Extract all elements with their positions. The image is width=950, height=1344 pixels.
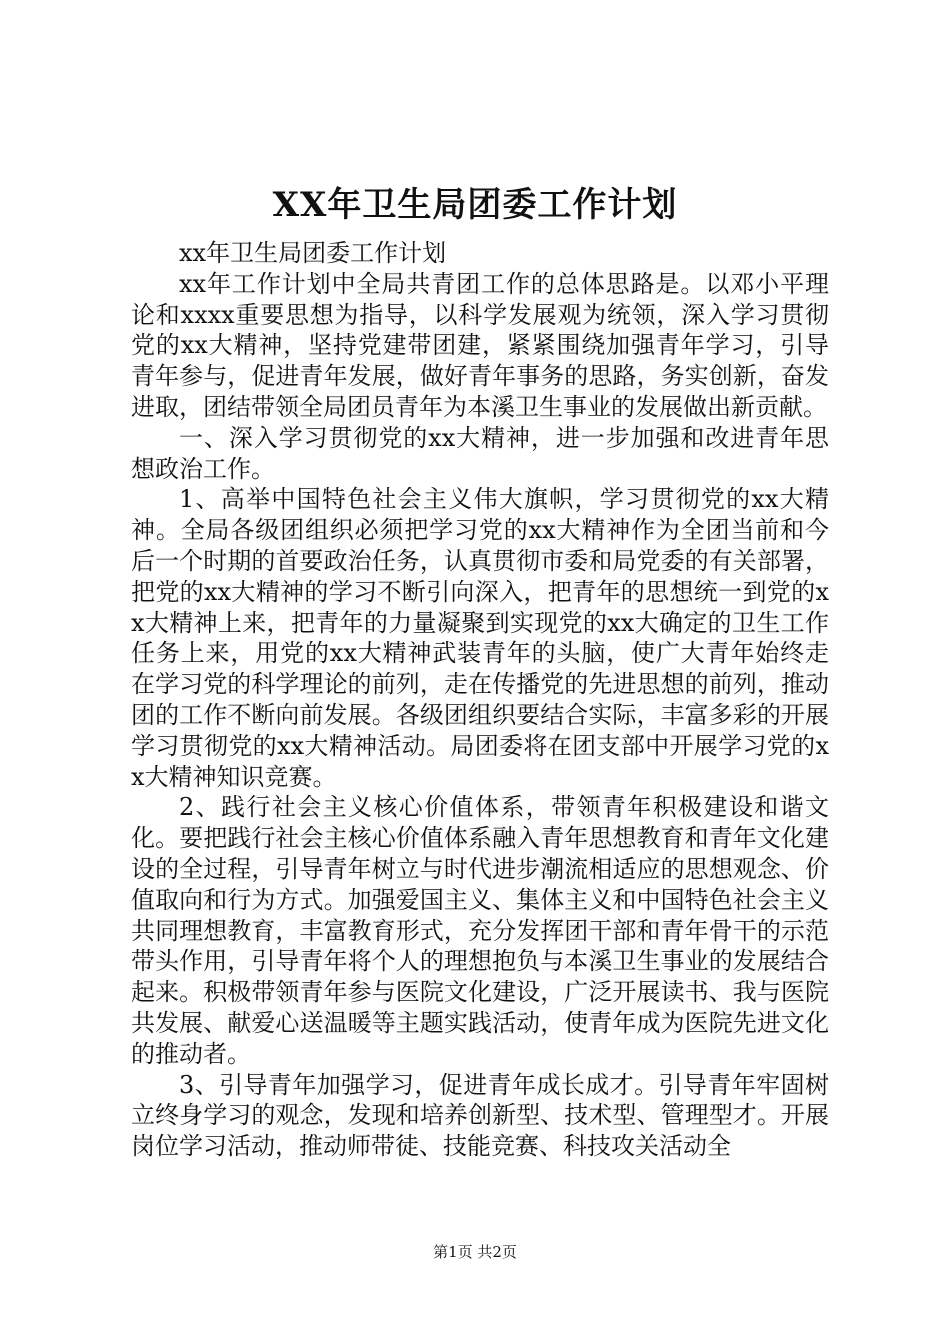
document-body	[131, 238, 829, 1162]
paragraph: xx年卫生局团委工作计划	[179, 239, 447, 267]
paragraph: 2、践行社会主义核心价值体系，带领青年积极建设和谐文化。要把践行社会主核心价值体系融入青年思想教育和青年文化建设的全过程，引导青年树立与时代进步潮流相适应的思想观念、价值取向和行为方式。加强爱国主义、集体主义和中国特色社会主义共同理想教育，丰富教育形式，充分发挥团干部和青年骨干的示范带头作用，引导青年将个人的理想抱负与本溪卫生事业的发展结合起来。积极带领青年参与医院文化建设，广泛开展读书、我与医院共发展、献爱心送温暖等主题实践活动，使青年成为医院先进文化的推动者。	[131, 793, 829, 1068]
page-footer: 第1页 共2页	[433, 1243, 517, 1261]
paragraph: xx年工作计划中全局共青团工作的总体思路是。以邓小平理论和xxxx重要思想为指导，以科学发展观为统领，深入学习贯彻党的xx大精神，坚持党建带团建，紧紧围绕加强青年学习，引导青年参与，促进青年发展，做好青年事务的思路，务实创新，奋发进取，团结带领全局团员青年为本溪卫生事业的发展做出新贡献。	[131, 269, 829, 421]
paragraph: 3、引导青年加强学习，促进青年成长成才。引导青年牢固树立终身学习的观念，发现和培养创新型、技术型、管理型才。开展岗位学习活动，推动师带徒、技能竞赛、科技攻关活动全	[131, 1070, 829, 1161]
document-title: XX年卫生局团委工作计划	[272, 185, 678, 225]
paragraph: 1、高举中国特色社会主义伟大旗帜，学习贯彻党的xx大精神。全局各级团组织必须把学习党的xx大精神作为全团当前和今后一个时期的首要政治任务，认真贯彻市委和局党委的有关部署，把党的xx大精神的学习不断引向深入，把青年的思想统一到党的xx大精神上来，把青年的力量凝聚到实现党的xx大确定的卫生工作任务上来，用党的xx大精神武装青年的头脑，使广大青年始终走在学习党的科学理论的前列，走在传播党的先进思想的前列，推动团的工作不断向前发展。各级团组织要结合实际，丰富多彩的开展学习贯彻党的xx大精神活动。局团委将在团支部中开展学习党的xx大精神知识竞赛。	[131, 485, 829, 791]
section-heading: 一、深入学习贯彻党的xx大精神，进一步加强和改进青年思想政治工作。	[131, 423, 829, 483]
